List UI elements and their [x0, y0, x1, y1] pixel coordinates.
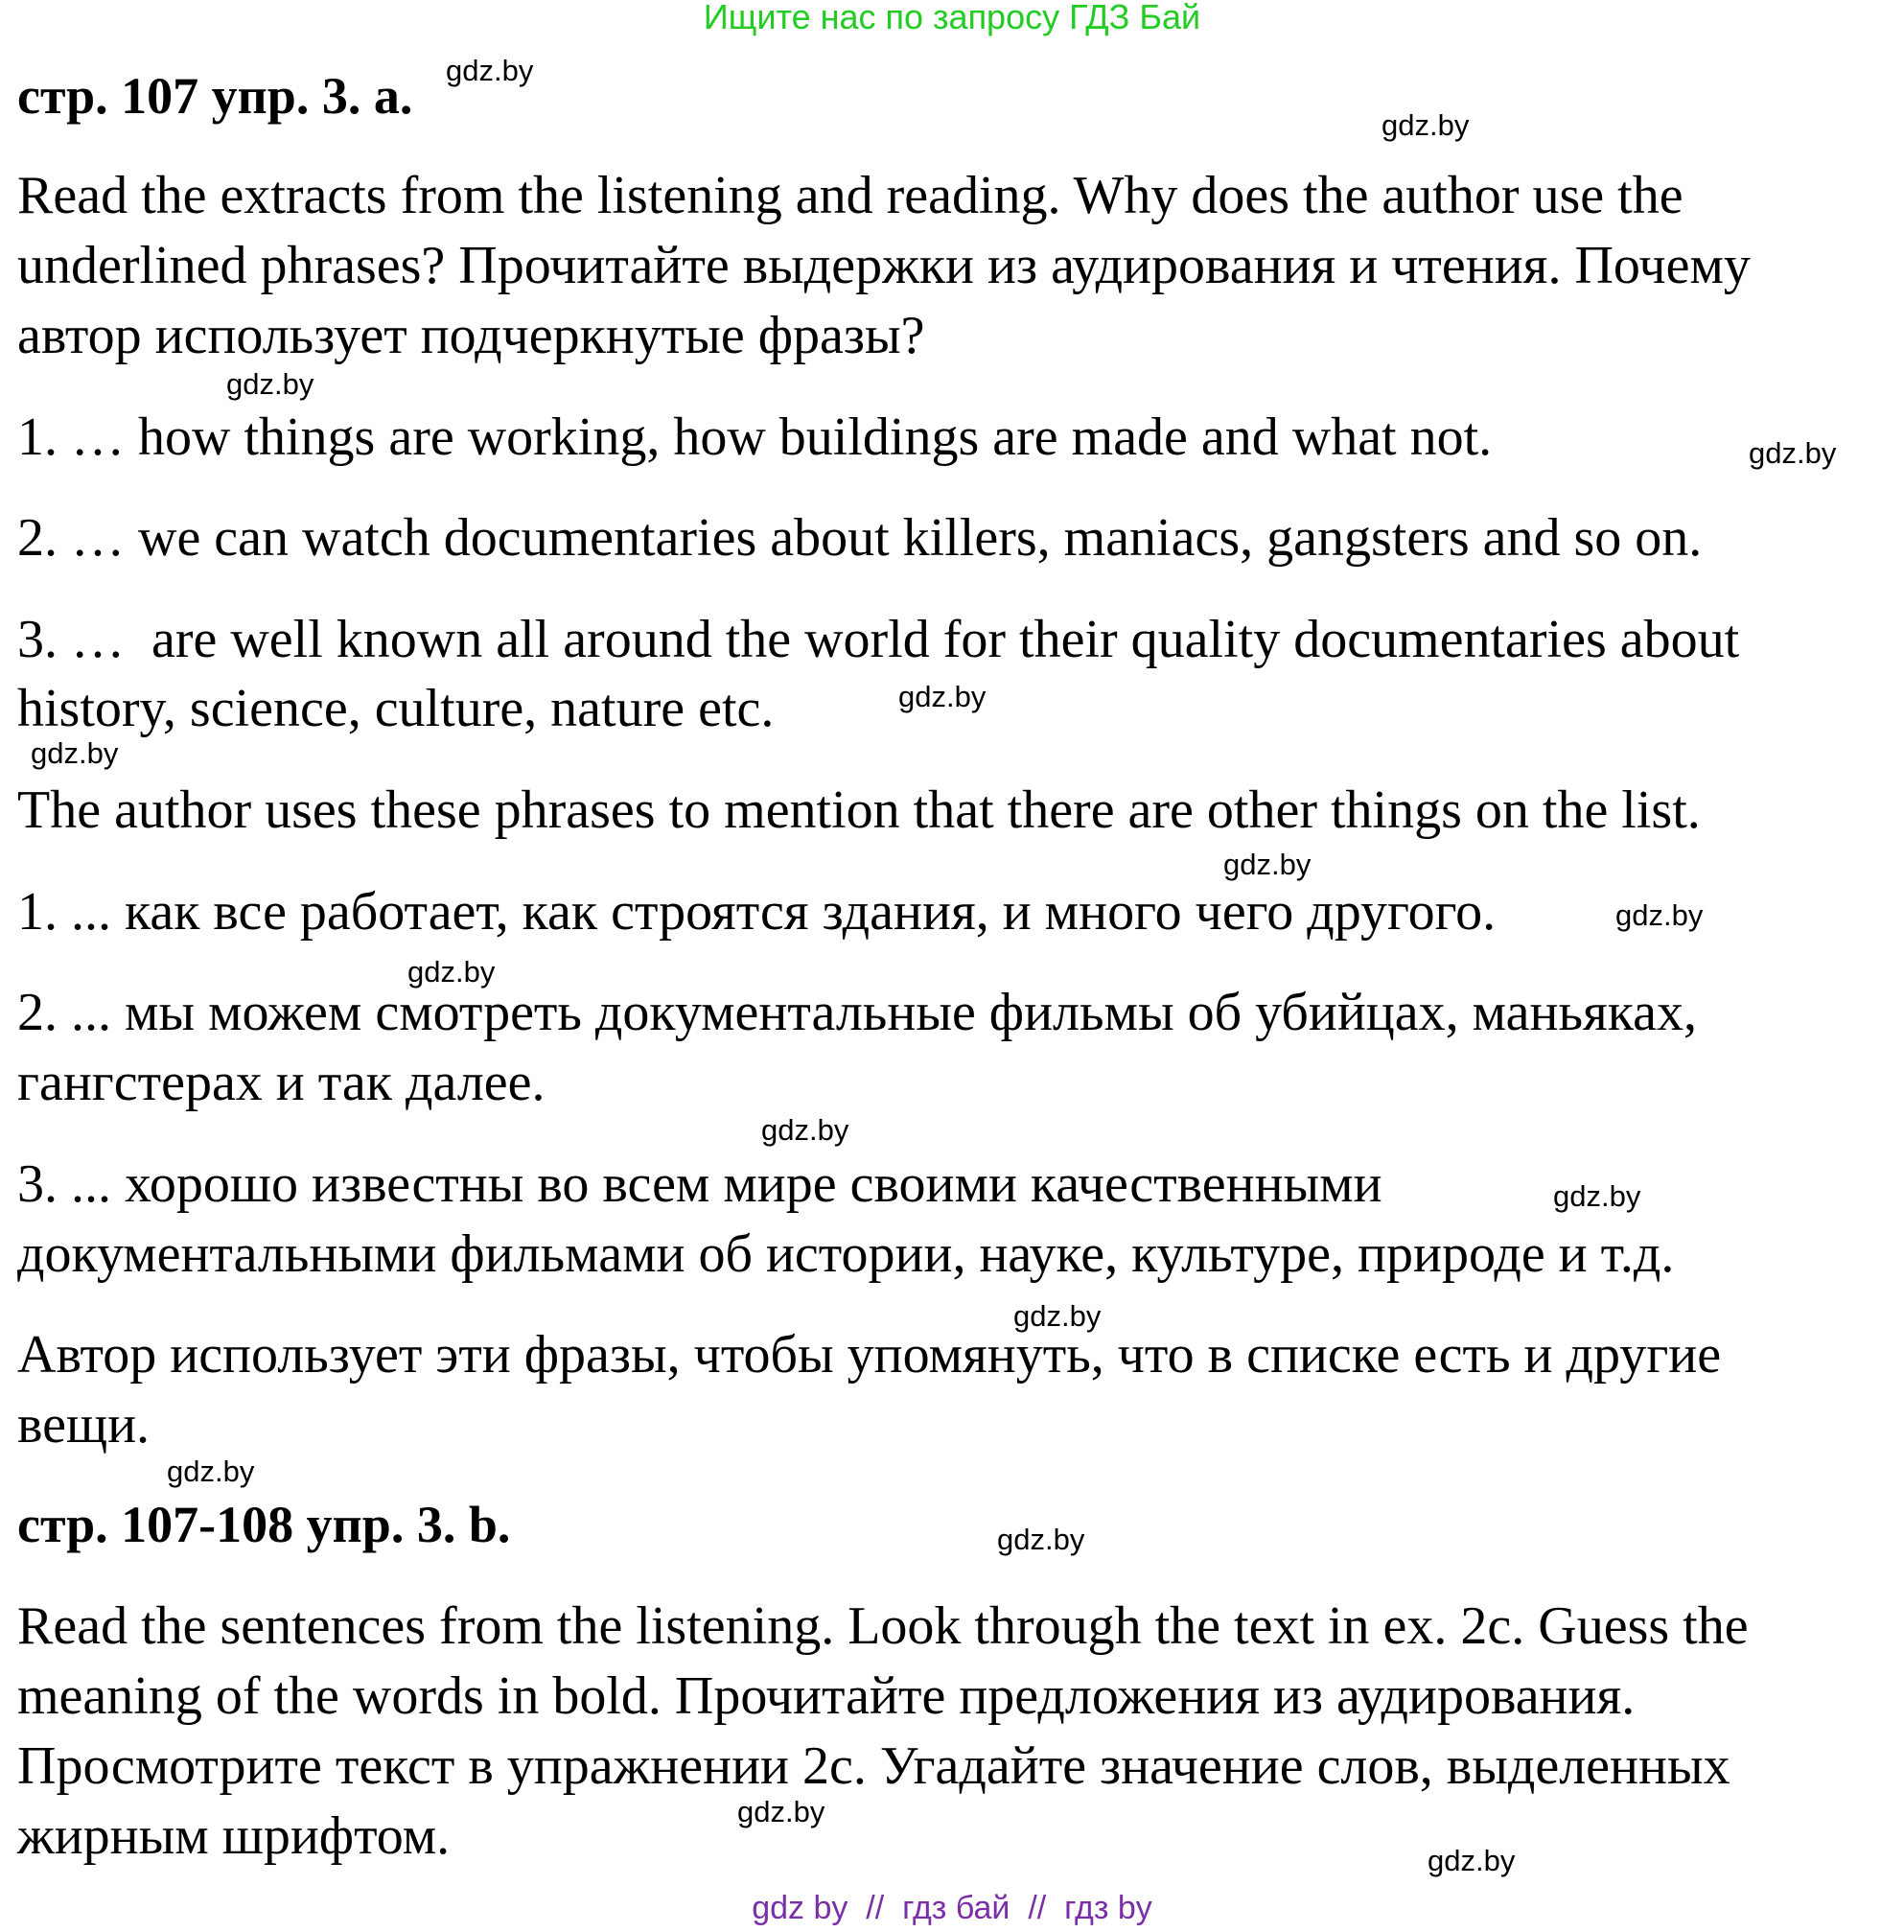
watermark: gdz.by [167, 1455, 255, 1488]
extract-3-line-1: 3. … are well known all around the world for their quality documentaries about [17, 610, 1740, 669]
translation-3-line-1: 3. ... хорошо известны во всем мире своими качественными [17, 1154, 1382, 1214]
watermark: gdz.by [226, 367, 314, 401]
watermark: gdz.by [1223, 848, 1312, 881]
watermark: gdz.by [1615, 898, 1704, 932]
extract-3-line-2: history, science, culture, nature etc. [17, 679, 775, 738]
translation-1: 1. ... как все работает, как строятся здания, и много чего другого. [17, 882, 1497, 942]
watermark: gdz.by [898, 680, 987, 713]
search-banner: Ищите нас по запросу ГДЗ Бай [703, 0, 1201, 36]
task-b-line-4: жирным шрифтом. [17, 1806, 451, 1866]
answer-ru-line-2: вещи. [17, 1395, 151, 1455]
section-b-heading: стр. 107-108 упр. 3. b. [17, 1496, 511, 1553]
watermark: gdz.by [446, 54, 534, 87]
watermark: gdz.by [1013, 1299, 1102, 1333]
translation-2-line-2: гангстерах и так далее. [17, 1053, 546, 1112]
task-a-line-2: underlined phrases? Прочитайте выдержки из аудирования и чтения. Почему [17, 236, 1751, 295]
watermark: gdz.by [1428, 1844, 1516, 1877]
answer-ru-line-1: Автор использует эти фразы, чтобы упомянуть, что в списке есть и другие [17, 1325, 1722, 1385]
watermark: gdz.by [1553, 1179, 1641, 1213]
task-b-line-1: Read the sentences from the listening. Look through the text in ex. 2c. Guess the [17, 1596, 1749, 1656]
section-a-heading: стр. 107 упр. 3. а. [17, 67, 413, 125]
translation-2-line-1: 2. ... мы можем смотреть документальные фильмы об убийцах, маньяках, [17, 983, 1697, 1042]
task-b-line-3: Просмотрите текст в упражнении 2с. Угадайте значение слов, выделенных [17, 1736, 1730, 1796]
watermark: gdz.by [737, 1795, 825, 1828]
watermark: gdz.by [761, 1113, 849, 1147]
translation-3-line-2: документальными фильмами об истории, науке, культуре, природе и т.д. [17, 1224, 1675, 1284]
watermark: gdz.by [31, 736, 119, 770]
watermark: gdz.by [407, 955, 496, 989]
task-a-line-3: автор использует подчеркнутые фразы? [17, 306, 925, 365]
extract-2: 2. … we can watch documentaries about killers, maniacs, gangsters and so on. [17, 508, 1703, 568]
extract-1: 1. … how things are working, how buildings are made and what not. [17, 407, 1493, 467]
watermark: gdz.by [1749, 436, 1837, 470]
answer-en: The author uses these phrases to mention that there are other things on the list. [17, 780, 1701, 840]
watermark: gdz.by [997, 1523, 1085, 1556]
task-b-line-2: meaning of the words in bold. Прочитайте предложения из аудирования. [17, 1666, 1636, 1726]
task-a-line-1: Read the extracts from the listening and reading. Why does the author use the [17, 166, 1683, 225]
footer-links: gdz by // гдз бай // гдз by [752, 1890, 1152, 1926]
watermark: gdz.by [1382, 108, 1470, 142]
